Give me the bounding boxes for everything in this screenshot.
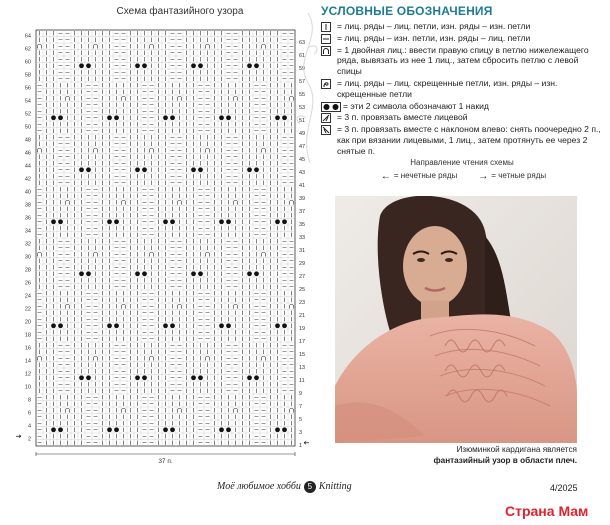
yarn-over-dot [142,375,147,380]
yarn-over-dot [107,219,112,224]
yarn-over-dot [170,427,175,432]
row-number-left: 2 [27,436,31,443]
yarn-over-dot [247,375,252,380]
row-number-right: 63 [299,40,306,46]
row-number-right: 7 [299,404,303,410]
legend-item-knit [321,21,603,32]
row-number-left: 24 [24,293,31,300]
row-number-left: 54 [24,98,31,105]
yarn-over-dot [191,271,196,276]
yarn-over-dot [51,219,56,224]
legend-item-text: = лиц. ряды – лиц. скрещенные петли, изн. ряды – изн. скрещенные петли [337,77,558,99]
knit-stitch-icon [321,22,331,32]
legend-item-text: = лиц. ряды – лиц. петли, изн. ряды – изн. петли [337,21,531,31]
row-number-right: 59 [299,66,306,72]
yarn-over-dot [114,219,119,224]
row-number-left: 22 [24,306,31,313]
yarn-over-dot [275,115,280,120]
reading-direction [321,158,603,182]
double-knit-arch-icon [321,46,331,56]
row-number-right: 5 [299,417,303,423]
row-number-right: 15 [299,352,306,358]
yarn-over-dot [114,323,119,328]
yarn-over-dot [79,167,84,172]
yarn-over-dot [107,115,112,120]
row-number-right: 41 [299,183,306,189]
yarn-over-dot [198,271,203,276]
k3tog-right-icon [321,113,331,123]
legend-item-text: = 1 двойная лиц.: ввести правую спицу в петлю нижележащего ряда, вывязать из нее 1 лиц., затем сбросить петлю с левой спицы [337,44,589,77]
row-number-right: 3 [299,430,303,436]
row-number-right: 51 [299,118,306,124]
legend-item-text: = 3 п. провязать вместе с наклоном влево: снять поочередно 2 п., как при вязании лицевыми, 1 лиц., затем протянуть ее через 2 снятые п. [337,124,601,156]
yarn-over-dot [51,323,56,328]
row-number-right: 11 [299,378,305,384]
yarn-over-dot [51,115,56,120]
odd-rows-note [378,171,457,182]
even-rows-label: = четные ряды [491,171,547,180]
row-number-left: 56 [24,85,31,92]
magazine-title-b: Knitting [318,481,352,492]
yarn-over-dot [79,63,84,68]
yarn-over-dot [219,323,224,328]
row-number-left: 46 [24,150,31,157]
photo-caption [335,445,577,466]
row-number-left: 28 [24,267,31,274]
legend-item-text: = лиц. ряды – изн. петли, изн. ряды – лиц. петли [337,32,531,43]
yarn-over-dot [86,167,91,172]
caption-line-2: фантазийный узор в области плеч. [433,455,577,465]
legend-item-text: = эти 2 символа обозначают 1 накид [343,100,489,111]
yarn-over-dot [163,427,168,432]
yarn-over-dot [58,219,63,224]
yarn-over-dot [219,427,224,432]
legend-item-yarnover [321,101,603,112]
yarn-over-dot [135,375,140,380]
row-number-left: 62 [24,46,31,53]
yarn-over-dot [282,115,287,120]
yarn-over-dot [114,115,119,120]
yarn-over-dot [86,63,91,68]
yarn-over-dot [254,167,259,172]
yarn-over-icon [321,102,341,112]
yarn-over-dot [58,427,63,432]
row-number-left: 18 [24,332,31,339]
legend-item-purl [321,33,603,44]
yarn-over-dot [226,323,231,328]
row-2-arrow-icon [16,435,21,438]
row-number-left: 26 [24,280,31,287]
footer-magazine [217,481,352,493]
row-number-left: 52 [24,111,31,118]
yarn-over-dot [79,271,84,276]
row-number-right: 1 [299,443,303,449]
row-number-left: 50 [24,124,31,131]
row-number-right: 33 [299,235,306,241]
row-number-left: 38 [24,202,31,209]
row-number-left: 60 [24,59,31,66]
yarn-over-dot [135,271,140,276]
row-number-right: 29 [299,261,306,267]
yarn-over-dot [275,219,280,224]
yarn-over-dot [282,323,287,328]
legend-item-sk2p [321,124,603,156]
row-number-right: 25 [299,287,306,293]
chart-grid [0,26,310,476]
yarn-over-dot [142,63,147,68]
k3tog-left-icon [321,125,331,135]
row-number-left: 14 [24,358,31,365]
yarn-over-dot [107,323,112,328]
legend-item-crossed [321,78,603,100]
yarn-over-dot [198,63,203,68]
yarn-over-dot [282,219,287,224]
row-number-right: 61 [299,53,306,59]
row-number-left: 6 [27,410,31,417]
row-number-left: 64 [24,33,31,40]
chart-title: Схема фантазийного узора [116,6,244,17]
row-number-right: 17 [299,339,306,345]
knitting-chart [0,26,310,476]
model-photo [335,196,577,443]
row-number-left: 34 [24,228,31,235]
watermark-text-a: Страна [505,503,555,519]
row-number-right: 21 [299,313,306,319]
row-number-right: 35 [299,222,306,228]
row-number-right: 55 [299,92,306,98]
yarn-over-dot [275,427,280,432]
legend-heading: УСЛОВНЫЕ ОБОЗНАЧЕНИЯ [321,4,493,18]
yarn-over-dot [170,115,175,120]
yarn-over-dot [198,375,203,380]
legend-item-k3tog [321,112,603,123]
crossed-stitch-icon [321,79,331,89]
legend-item-text: = 3 п. провязать вместе лицевой [337,112,468,123]
row-number-right: 57 [299,79,306,85]
row-number-left: 20 [24,319,31,326]
row-number-left: 58 [24,72,31,79]
row-number-left: 30 [24,254,31,261]
yarn-over-dot [282,427,287,432]
even-rows-note [475,171,546,182]
width-dimension-line [36,452,295,456]
yarn-over-dot [219,115,224,120]
row-number-right: 19 [299,326,306,332]
watermark-dot: . [554,503,559,519]
row-number-right: 43 [299,170,306,176]
yarn-over-dot [226,427,231,432]
yarn-over-dot [142,271,147,276]
row-number-right: 13 [299,365,306,371]
yarn-over-dot [191,375,196,380]
purl-stitch-icon [321,34,331,44]
legend [321,4,603,158]
legend-item-double-knit [321,45,603,77]
row-number-right: 37 [299,209,306,215]
row-number-right: 9 [299,391,303,397]
yarn-over-dot [135,63,140,68]
yarn-over-dot [142,167,147,172]
row-number-left: 48 [24,137,31,144]
row-number-right: 27 [299,274,306,280]
yarn-over-dot [254,63,259,68]
row-number-right: 49 [299,131,306,137]
magazine-title-a: Моё любимое хобби [217,481,301,492]
arrow-left-icon: ← [380,171,391,182]
yarn-over-dot [254,271,259,276]
yarn-over-dot [170,323,175,328]
row-number-left: 44 [24,163,31,170]
yarn-over-dot [254,375,259,380]
yarn-over-dot [198,167,203,172]
row-number-left: 8 [27,397,31,404]
row-number-right: 53 [299,105,306,111]
row-number-right: 47 [299,144,306,150]
yarn-over-dot [51,427,56,432]
row-number-right: 39 [299,196,306,202]
row-number-left: 10 [24,384,31,391]
yarn-over-dot [219,219,224,224]
caption-line-1: Изюминкой кардигана является [456,445,577,454]
yarn-over-dot [163,323,168,328]
yarn-over-dot [191,63,196,68]
row-number-left: 16 [24,345,31,352]
yarn-over-dot [107,427,112,432]
row-number-right: 45 [299,157,306,163]
yarn-over-dot [86,271,91,276]
yarn-over-dot [114,427,119,432]
yarn-over-dot [226,219,231,224]
yarn-over-dot [58,115,63,120]
arrow-right-icon: → [478,171,489,182]
row-number-right: 31 [299,248,306,254]
yarn-over-dot [79,375,84,380]
footer-issue: 4/2025 [550,483,578,493]
row-number-left: 40 [24,189,31,196]
watermark-text-b: Мам [558,503,589,519]
yarn-over-dot [58,323,63,328]
yarn-over-dot [247,167,252,172]
watermark [505,503,588,519]
row-number-left: 36 [24,215,31,222]
width-label: 37 п. [158,458,173,465]
row-number-left: 42 [24,176,31,183]
yarn-over-dot [170,219,175,224]
yarn-over-dot [226,115,231,120]
yarn-over-dot [163,115,168,120]
reading-direction-title: Направление чтения схемы [410,158,514,167]
yarn-over-dot [191,167,196,172]
row-number-left: 4 [27,423,31,430]
issue-badge: 5 [304,481,316,493]
row-number-right: 23 [299,300,306,306]
row-number-left: 32 [24,241,31,248]
yarn-over-dot [86,375,91,380]
row-number-left: 12 [24,371,31,378]
row-1-arrow-icon [304,441,309,444]
yarn-over-dot [135,167,140,172]
yarn-over-dot [247,63,252,68]
yarn-over-dot [163,219,168,224]
yarn-over-dot [275,323,280,328]
odd-rows-label: = нечетные ряды [393,171,458,180]
yarn-over-dot [247,271,252,276]
